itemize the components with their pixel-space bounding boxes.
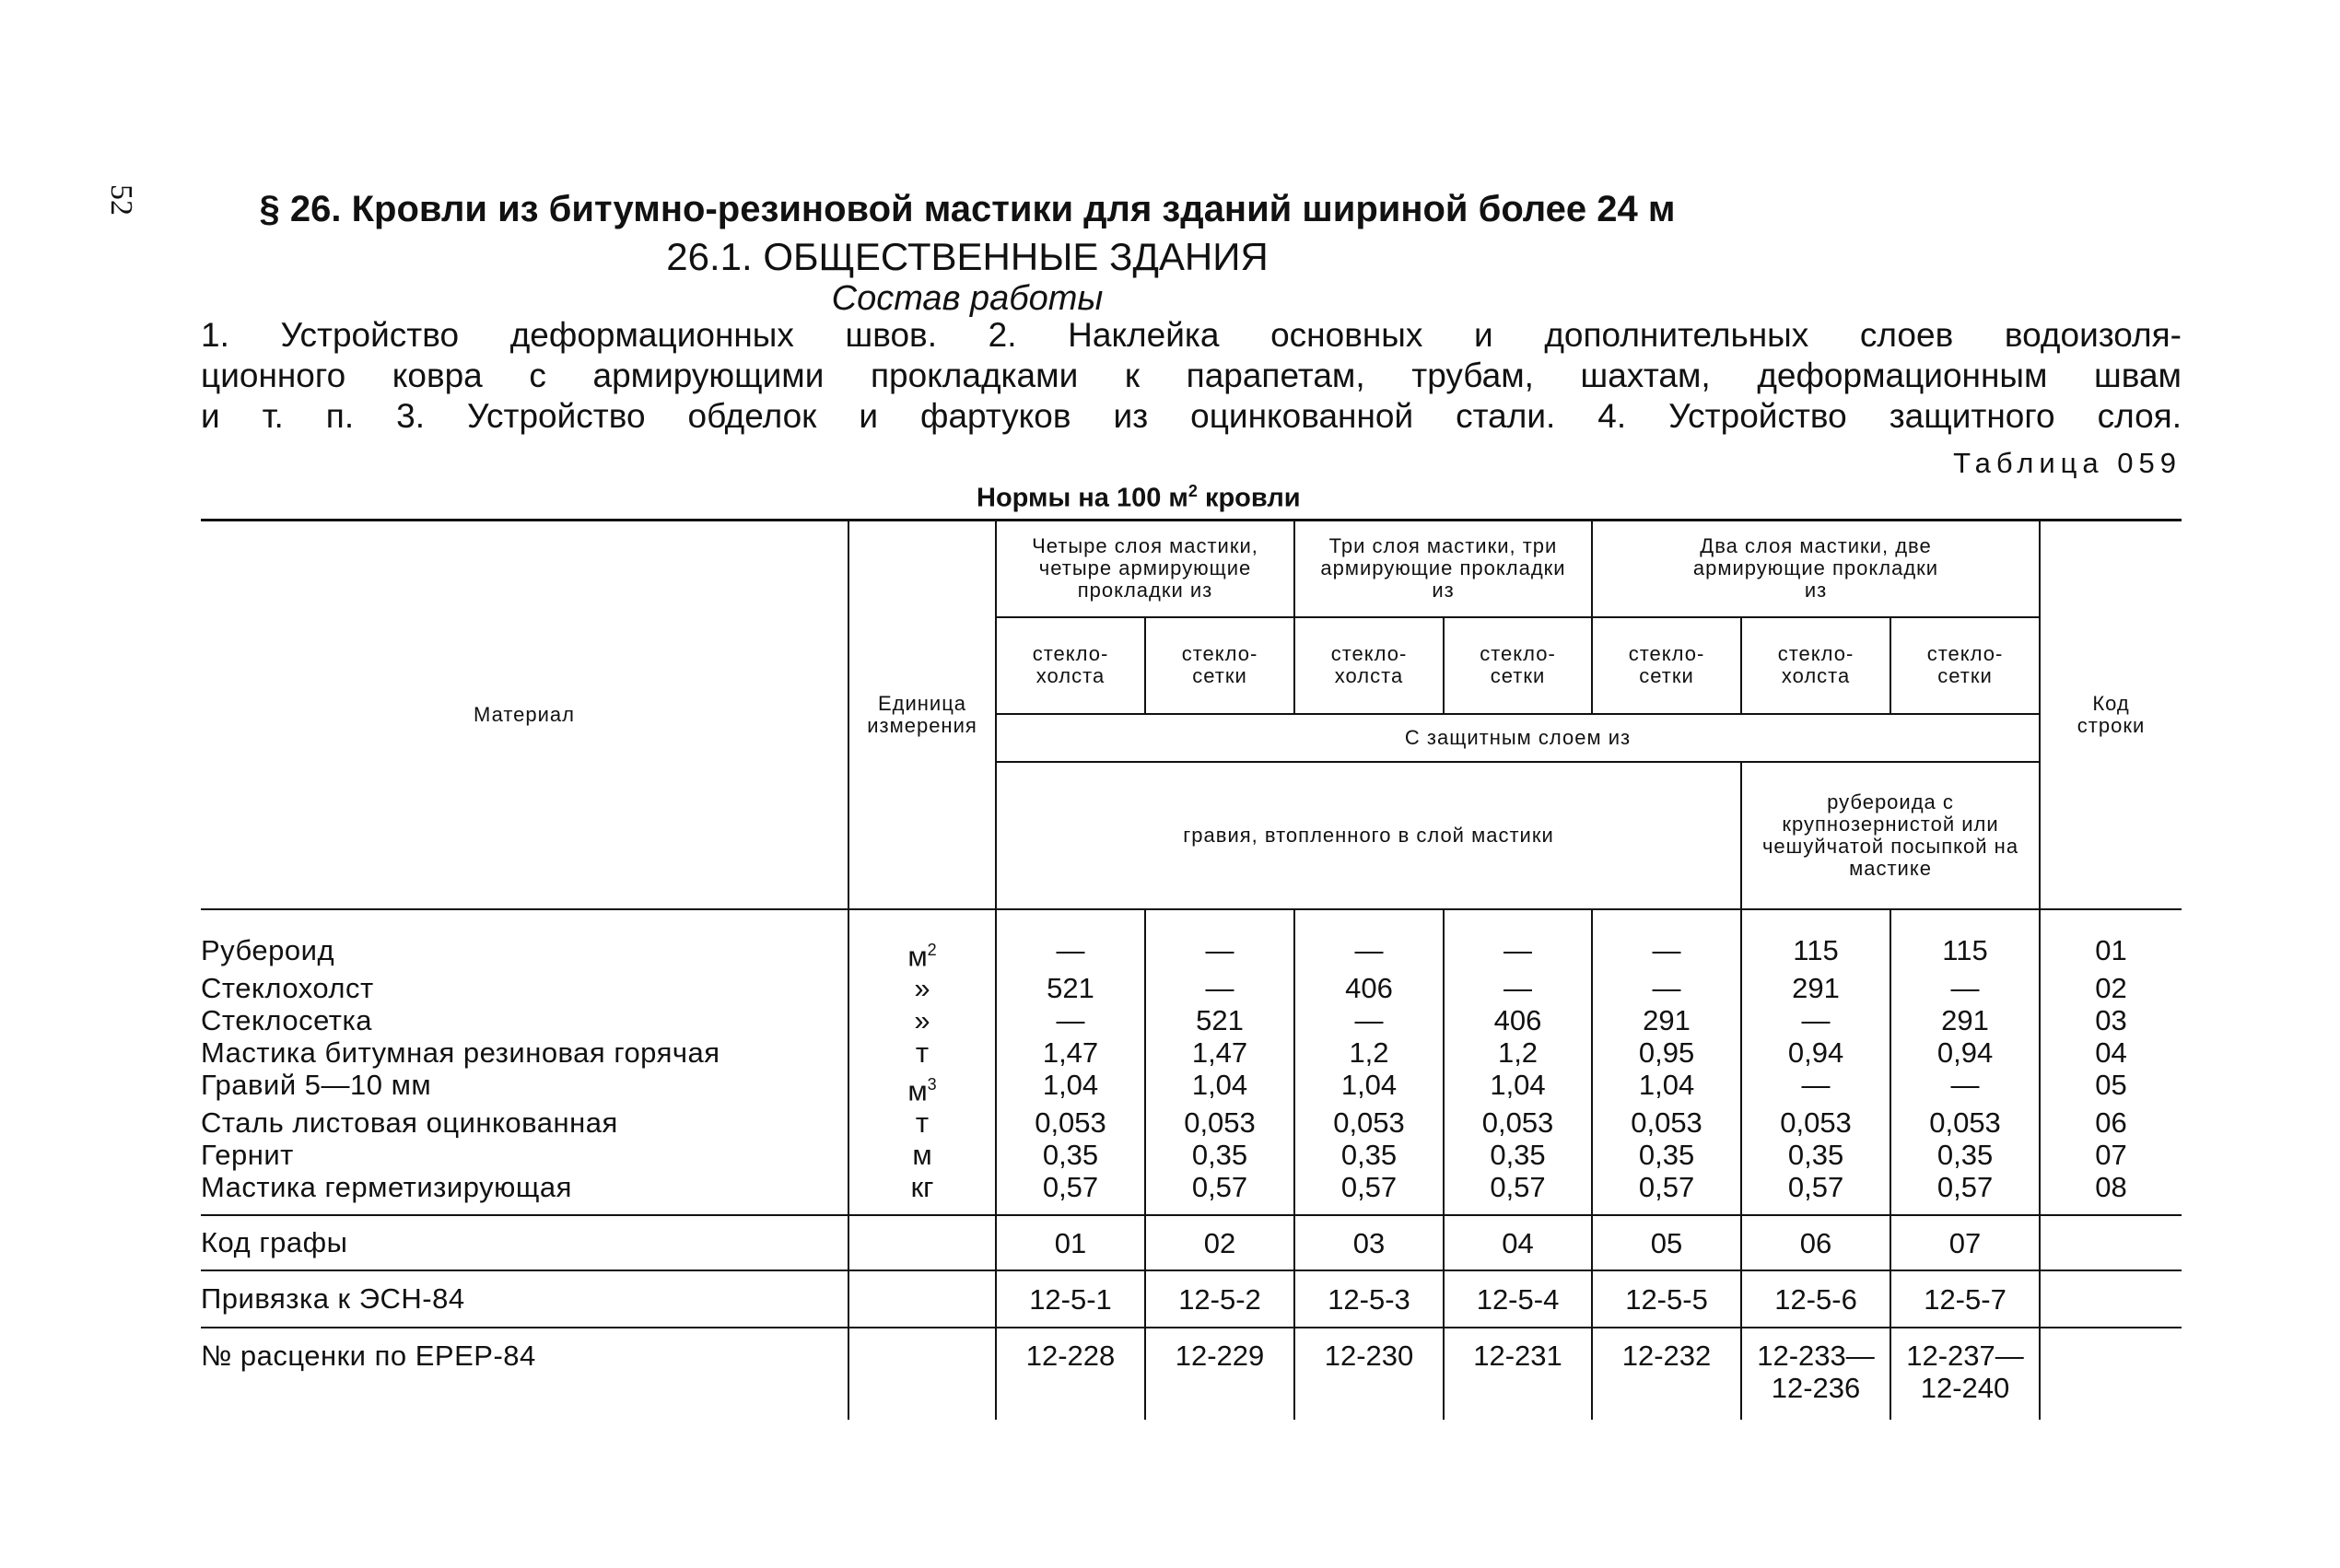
unit-exponent: 3	[927, 1074, 937, 1094]
norm-value: 0,57	[1741, 1171, 1890, 1215]
norm-value: —	[1741, 1004, 1890, 1036]
norm-value: 1,47	[1145, 1036, 1294, 1069]
norm-value: 0,35	[1890, 1139, 2040, 1171]
footer-unit-empty	[848, 1215, 996, 1270]
unit-value: т	[915, 1036, 930, 1069]
header-gravel-layer: гравия, втопленного в слой мастики	[996, 762, 1741, 909]
norm-value: 406	[1444, 1004, 1592, 1036]
norm-value: 0,35	[1145, 1139, 1294, 1171]
norm-value: —	[1592, 909, 1741, 972]
footer-value: 12-228	[996, 1328, 1145, 1420]
norm-value: 1,2	[1294, 1036, 1444, 1069]
row-code: 06	[2040, 1106, 2182, 1139]
unit-cell	[848, 1171, 996, 1215]
norm-value: 1,04	[1145, 1069, 1294, 1106]
footer-value: 07	[1890, 1215, 2040, 1270]
norm-value: 0,053	[1145, 1106, 1294, 1139]
page-number: 52	[104, 184, 138, 216]
row-code: 01	[2040, 909, 2182, 972]
norm-value: 0,94	[1741, 1036, 1890, 1069]
norm-value: 1,47	[996, 1036, 1145, 1069]
footer-value: 12-237— 12-240	[1890, 1328, 2040, 1420]
row-code: 07	[2040, 1139, 2182, 1171]
work-composition-heading: Состав работы	[831, 279, 1104, 318]
footer-value: 12-5-7	[1890, 1270, 2040, 1328]
header-code-row: Код строки	[2040, 521, 2182, 909]
norm-value: 1,04	[996, 1069, 1145, 1106]
footer-code-empty	[2040, 1215, 2182, 1270]
unit-cell	[848, 1139, 996, 1171]
norm-value: —	[1294, 909, 1444, 972]
material-name: Сталь листовая оцинкованная	[201, 1106, 618, 1140]
table-row	[201, 1036, 2182, 1069]
header-sub: стекло-холста	[1741, 617, 1890, 714]
norm-value: —	[996, 1004, 1145, 1036]
footer-value: 12-5-2	[1145, 1270, 1294, 1328]
footer-value: 02	[1145, 1215, 1294, 1270]
unit-value: »	[914, 1003, 930, 1036]
table-row	[201, 909, 2182, 972]
norm-value: 0,57	[1294, 1171, 1444, 1215]
material-name: Гернит	[201, 1139, 294, 1172]
norm-value: 0,053	[1741, 1106, 1890, 1139]
work-line: и т. п. 3. Устройство обделок и фартуков из оцинкованной стали. 4. Устройство защитного слоя.	[201, 397, 2182, 435]
unit-value: м	[907, 939, 928, 972]
header-group-three-layers: Три слоя мастики, три армирующие прокладки из	[1294, 521, 1592, 617]
header-sub: стекло-сетки	[1592, 617, 1741, 714]
header-sub: стекло-холста	[1294, 617, 1444, 714]
header-sub: стекло-сетки	[1145, 617, 1294, 714]
header-sub: стекло-холста	[996, 617, 1145, 714]
row-code: 02	[2040, 972, 2182, 1004]
table-row	[201, 1139, 2182, 1171]
unit-value: т	[915, 1106, 930, 1140]
row-code: 03	[2040, 1004, 2182, 1036]
row-code: 04	[2040, 1036, 2182, 1069]
unit-cell	[848, 1106, 996, 1139]
norm-value: 115	[1890, 909, 2040, 972]
subsection-title: 26.1. ОБЩЕСТВЕННЫЕ ЗДАНИЯ	[666, 235, 1269, 278]
row-code: 08	[2040, 1171, 2182, 1215]
table-number: Таблица 059	[1953, 447, 2182, 479]
work-line: ционного ковра с армирующими прокладками к парапетам, трубам, шахтам, деформационным швам	[201, 357, 2182, 394]
unit-value: м	[907, 1074, 928, 1107]
norm-value: 115	[1741, 909, 1890, 972]
footer-value: 12-5-6	[1741, 1270, 1890, 1328]
norm-value: 1,04	[1592, 1069, 1741, 1106]
norm-value: 1,04	[1444, 1069, 1592, 1106]
material-name: Стеклосетка	[201, 1003, 372, 1036]
footer-label: № расценки по ЕРЕР-84	[201, 1340, 536, 1373]
norm-value: —	[1592, 972, 1741, 1004]
table-row	[201, 1004, 2182, 1036]
material-name: Рубероид	[201, 933, 335, 966]
footer-label: Привязка к ЭСН-84	[201, 1270, 848, 1328]
footer-value: 12-5-4	[1444, 1270, 1592, 1328]
footer-row	[201, 1328, 2182, 1420]
norms-caption-prefix: Нормы на 100 м	[977, 483, 1188, 513]
row-code: 05	[2040, 1069, 2182, 1106]
norm-value: 0,95	[1592, 1036, 1741, 1069]
footer-value: 12-233— 12-236	[1741, 1328, 1890, 1420]
header-unit: Единица измерения	[848, 521, 996, 909]
unit-cell	[848, 1069, 996, 1106]
norms-caption-suffix: кровли	[1197, 483, 1301, 513]
unit-cell	[848, 1004, 996, 1036]
header-sub: стекло-сетки	[1890, 617, 2040, 714]
footer-value: 12-231	[1444, 1328, 1592, 1420]
norm-value: 291	[1890, 1004, 2040, 1036]
norm-value: —	[1145, 909, 1294, 972]
table-row	[201, 1171, 2182, 1215]
footer-value: 12-5-1	[996, 1270, 1145, 1328]
footer-unit-empty	[848, 1270, 996, 1328]
footer-row	[201, 1270, 2182, 1328]
unit-value: кг	[910, 1171, 934, 1204]
footer-row	[201, 1215, 2182, 1270]
material-name: Стеклохолст	[201, 971, 374, 1004]
norm-value: 0,053	[1294, 1106, 1444, 1139]
footer-value: 12-5-5	[1592, 1270, 1741, 1328]
norm-value: 0,35	[996, 1139, 1145, 1171]
unit-cell	[848, 909, 996, 972]
table-row	[201, 1069, 2182, 1106]
header-sub: стекло-сетки	[1444, 617, 1592, 714]
unit-exponent: 2	[927, 940, 937, 959]
norm-value: 0,94	[1890, 1036, 2040, 1069]
norm-value: 1,2	[1444, 1036, 1592, 1069]
norm-value: —	[1145, 972, 1294, 1004]
norm-value: —	[1444, 972, 1592, 1004]
footer-value: 01	[996, 1215, 1145, 1270]
footer-value: 06	[1741, 1215, 1890, 1270]
norm-value: 0,57	[996, 1171, 1145, 1215]
footer-value: 12-229	[1145, 1328, 1294, 1420]
header-group-two-layers: Два слоя мастики, две армирующие прокладки из	[1592, 521, 2040, 617]
norm-value: —	[996, 909, 1145, 972]
footer-value: 12-5-3	[1294, 1270, 1444, 1328]
work-composition-text	[201, 315, 2182, 437]
material-name: Мастика герметизирующая	[201, 1171, 848, 1215]
norm-value: 0,57	[1890, 1171, 2040, 1215]
norm-value: 0,053	[1890, 1106, 2040, 1139]
footer-value: 12-230	[1294, 1328, 1444, 1420]
norm-value: 0,57	[1592, 1171, 1741, 1215]
unit-value: м	[912, 1139, 932, 1172]
norm-value: 0,053	[996, 1106, 1145, 1139]
norms-caption	[977, 482, 1301, 514]
norm-value: 0,35	[1444, 1139, 1592, 1171]
footer-label: Код графы	[201, 1215, 848, 1270]
table-row	[201, 972, 2182, 1004]
norm-value: —	[1890, 972, 2040, 1004]
footer-code-empty	[2040, 1270, 2182, 1328]
material-name: Гравий 5—10 мм	[201, 1068, 432, 1101]
norms-caption-sup: 2	[1188, 482, 1198, 500]
unit-value: »	[914, 971, 930, 1004]
unit-cell	[848, 972, 996, 1004]
norm-value: 0,57	[1145, 1171, 1294, 1215]
header-group-four-layers: Четыре слоя мастики, четыре армирующие прокладки из	[996, 521, 1294, 617]
footer-code-empty	[2040, 1328, 2182, 1420]
norm-value: 291	[1741, 972, 1890, 1004]
section-title: § 26. Кровли из битумно-резиновой мастики для зданий шириной более 24 м	[259, 189, 1676, 229]
unit-cell	[848, 1036, 996, 1069]
norm-value: 0,35	[1741, 1139, 1890, 1171]
footer-value: 03	[1294, 1215, 1444, 1270]
norm-value: 291	[1592, 1004, 1741, 1036]
footer-unit-empty	[848, 1328, 996, 1420]
norms-table	[201, 519, 2182, 1420]
material-name: Мастика битумная резиновая горячая	[201, 1036, 720, 1069]
norm-value: —	[1444, 909, 1592, 972]
norm-value: —	[1294, 1004, 1444, 1036]
footer-value: 05	[1592, 1215, 1741, 1270]
footer-value: 12-232	[1592, 1328, 1741, 1420]
header-ruberoid-layer: рубероида с крупнозернистой или чешуйчатой посыпкой на мастике	[1741, 762, 2040, 909]
footer-value: 04	[1444, 1215, 1592, 1270]
norm-value: —	[1890, 1069, 2040, 1106]
norm-value: —	[1741, 1069, 1890, 1106]
header-protective-layer: С защитным слоем из	[996, 714, 2040, 762]
norm-value: 0,053	[1592, 1106, 1741, 1139]
table-row	[201, 1106, 2182, 1139]
norm-value: 0,35	[1592, 1139, 1741, 1171]
norm-value: 521	[996, 972, 1145, 1004]
norm-value: 0,57	[1444, 1171, 1592, 1215]
norm-value: 0,053	[1444, 1106, 1592, 1139]
header-material: Материал	[201, 521, 848, 909]
norm-value: 1,04	[1294, 1069, 1444, 1106]
norm-value: 0,35	[1294, 1139, 1444, 1171]
norm-value: 521	[1145, 1004, 1294, 1036]
work-line: 1. Устройство деформационных швов. 2. Наклейка основных и дополнительных слоев водоизоля-	[201, 316, 2182, 354]
norm-value: 406	[1294, 972, 1444, 1004]
